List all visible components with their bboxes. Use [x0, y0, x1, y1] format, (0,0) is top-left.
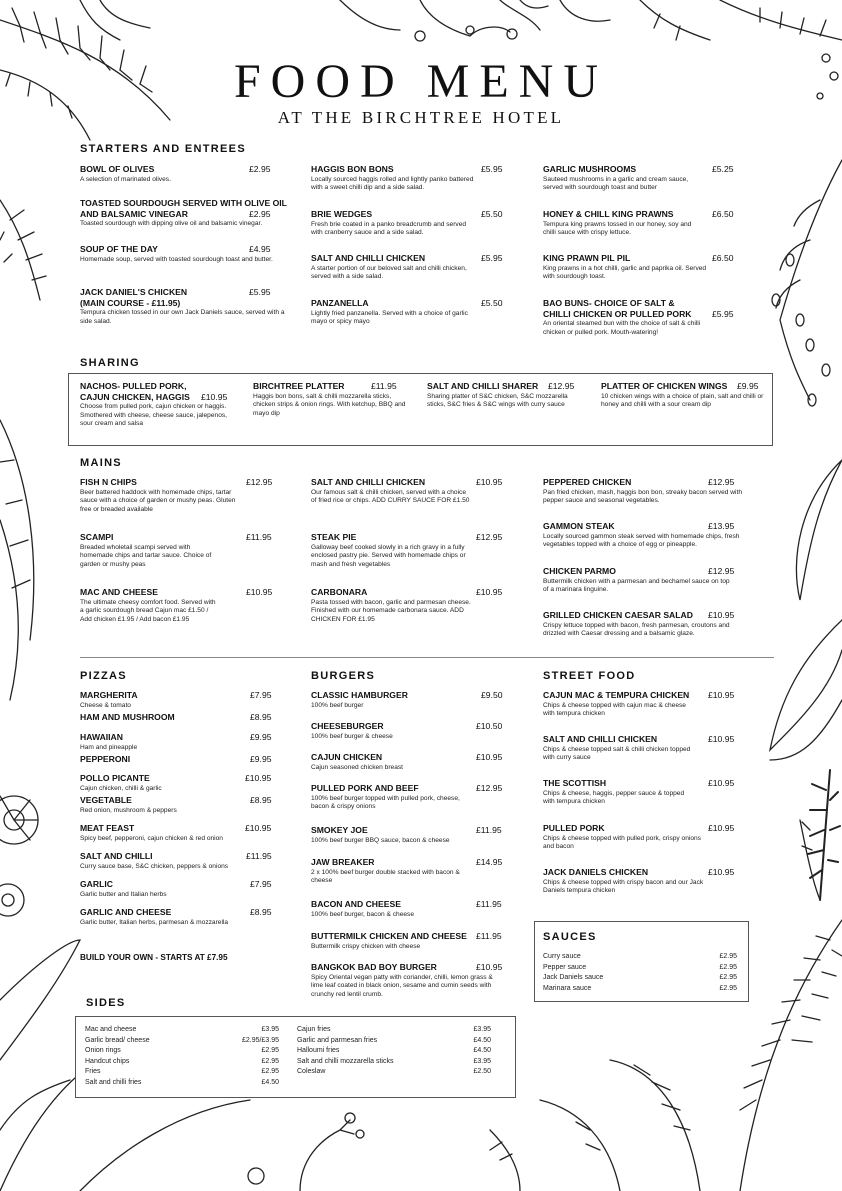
- side-name: Mac and cheese: [85, 1026, 137, 1033]
- sauce-name: Marinara sauce: [543, 984, 592, 992]
- sauce-name: Curry sauce: [543, 953, 581, 960]
- pizza-item: [80, 754, 276, 773]
- item-description: Breaded wholetail scampi served with homemade chips and tartar sauce. Choice of garden or mushy peas: [80, 543, 212, 568]
- item-name: BACON AND CHEESE: [311, 899, 401, 909]
- item-price: £4.95: [249, 244, 271, 254]
- item-description: Fresh brie coated in a panko breadcrumb and served with cranberry sauce and a side salad.: [311, 220, 467, 237]
- item-name: SALT AND CHILLI CHICKEN: [311, 477, 426, 487]
- side-row: [85, 1057, 279, 1068]
- side-name: Fries: [85, 1068, 101, 1076]
- item-description: Chips & cheese topped with pulled pork, crispy onions and bacon: [543, 834, 701, 851]
- item-description: Pan fried chicken, mash, haggis bon bon, streaky bacon served with pepper sauce and seasonal vegetables.: [543, 488, 743, 505]
- item-price: £9.95: [250, 754, 272, 764]
- item-price: £10.95: [476, 587, 503, 597]
- item-price: £2.95: [249, 209, 271, 219]
- item-price: £10.95: [708, 734, 735, 744]
- item-name: THE SCOTTISH: [543, 778, 607, 788]
- item-name: STEAK PIE: [311, 532, 357, 542]
- item-description: Cheese & tomato: [80, 701, 131, 709]
- item-description: 100% beef burger BBQ sauce, bacon & cheese: [311, 836, 450, 844]
- menu-item: [543, 298, 737, 337]
- sauce-price: £2.95: [719, 953, 737, 960]
- side-row: [85, 1067, 279, 1078]
- item-description: Lightly fried panzanella. Served with a choice of garlic mayo or spicy mayo: [311, 309, 468, 326]
- item-name: SMOKEY JOE: [311, 825, 368, 835]
- item-name: SALT AND CHILLI CHICKEN: [311, 253, 426, 263]
- side-row: [297, 1025, 491, 1036]
- item-description: Buttermilk chicken with a parmesan and bechamel sauce on top of a marinara linguine.: [543, 577, 730, 594]
- item-description: Haggis bon bons, salt & chilli mozzarella sticks, chicken strips & onion rings. With ketchup, BBQ and mayo dip: [253, 392, 406, 417]
- item-description: Crispy lettuce topped with bacon, fresh parmesan, croutons and drizzled with Caesar dressing and a balsamic glaze.: [543, 621, 730, 638]
- item-price: £12.95: [708, 566, 735, 576]
- item-price: £8.95: [250, 907, 272, 917]
- item-name: BRIE WEDGES: [311, 209, 373, 219]
- item-name: CHEESEBURGER: [311, 721, 384, 731]
- item-description: Galloway beef cooked slowly in a rich gravy in a fully enclosed pastry pie. Served with homemade chips or mash and fresh vegetables: [311, 543, 466, 568]
- item-description: Red onion, mushroom & peppers: [80, 806, 177, 814]
- menu-item: [80, 587, 290, 624]
- item-price: £10.95: [476, 477, 503, 487]
- sharing-heading: SHARING: [80, 357, 140, 369]
- side-price: £2.95: [261, 1068, 279, 1076]
- burger-item: [311, 857, 511, 899]
- item-description: Chips & cheese topped with cajun mac & cheese with tempura chicken: [543, 701, 686, 718]
- menu-item: [543, 253, 737, 282]
- item-price: £10.95: [708, 690, 735, 700]
- item-name: SALT AND CHILLI CHICKEN: [543, 734, 658, 744]
- item-description: Pasta tossed with bacon, garlic and parmesan cheese. Finished with our homemade carbonara sauce. ADD CHICKEN FOR £1.95: [311, 598, 471, 623]
- item-description: Garlic butter and Italian herbs: [80, 890, 167, 898]
- menu-item: [311, 587, 509, 624]
- side-price: £4.50: [473, 1036, 491, 1044]
- item-price: £10.95: [708, 610, 735, 620]
- menu-item: [311, 164, 509, 193]
- item-price: £9.95: [737, 381, 759, 391]
- item-name: CARBONARA: [311, 587, 368, 597]
- menu-item: [427, 381, 587, 410]
- item-price: £9.95: [250, 732, 272, 742]
- menu-item: [543, 566, 743, 595]
- item-price: £10.95: [476, 752, 503, 762]
- menu-item: [311, 298, 509, 327]
- item-price: £11.95: [476, 931, 502, 941]
- item-name: GRILLED CHICKEN CAESAR SALAD: [543, 610, 693, 620]
- item-price: £7.95: [250, 690, 272, 700]
- item-price: £11.95: [476, 899, 502, 909]
- item-name: MARGHERITA: [80, 690, 138, 700]
- item-name: JACK DANIEL'S CHICKEN (MAIN COURSE - £11.95): [80, 287, 188, 308]
- pizza-item: [80, 879, 276, 907]
- item-price: £13.95: [708, 521, 735, 531]
- menu-item: [80, 381, 240, 429]
- sauce-row: [543, 963, 737, 974]
- side-price: £2.95: [261, 1047, 279, 1055]
- mains-heading: MAINS: [80, 457, 122, 469]
- street-food-item: [543, 690, 743, 734]
- side-row: [85, 1078, 279, 1089]
- item-description: Ham and pineapple: [80, 743, 138, 751]
- side-price: £3.95: [473, 1057, 491, 1065]
- burger-list: [311, 690, 511, 1002]
- street-food-item: [543, 823, 743, 867]
- sauce-price: £2.95: [719, 974, 737, 982]
- side-row: [85, 1036, 279, 1047]
- item-price: £12.95: [246, 477, 273, 487]
- sauce-name: Jack Daniels sauce: [543, 974, 604, 982]
- item-description: Sauteed mushrooms in a garlic and cream sauce, served with sourdough toast and butter: [543, 175, 689, 192]
- item-price: £5.95: [481, 253, 503, 263]
- item-name: BUTTERMILK CHICKEN AND CHEESE: [311, 931, 467, 941]
- menu-item: [253, 381, 418, 418]
- side-price: £2.50: [473, 1068, 491, 1076]
- menu-item: [543, 521, 748, 550]
- sides-table-right: [297, 1025, 491, 1078]
- street-food-heading: STREET FOOD: [543, 670, 636, 682]
- menu-item: [80, 244, 285, 264]
- burger-item: [311, 825, 511, 857]
- item-description: An oriental steamed bun with the choice of salt & chilli chicken or pulled pork. Mouth-watering!: [543, 320, 701, 336]
- item-price: £10.95: [245, 823, 272, 833]
- item-description: Curry sauce base, S&C chicken, peppers & onions: [80, 862, 229, 870]
- item-description: Garlic butter, Italian herbs, parmesan & mozzarella: [80, 918, 229, 926]
- sauce-row: [543, 973, 737, 984]
- menu-item: [311, 532, 509, 569]
- item-name: BOWL OF OLIVES: [80, 164, 155, 174]
- item-name: SCAMPI: [80, 532, 114, 542]
- item-description: Chips & cheese topped salt & chilli chicken topped with curry sauce: [543, 745, 691, 762]
- item-price: £8.95: [250, 795, 272, 805]
- sides-table-left: [85, 1025, 279, 1089]
- side-row: [297, 1036, 491, 1047]
- sides-heading: SIDES: [86, 997, 126, 1009]
- side-name: Cajun fries: [297, 1026, 331, 1033]
- item-name: HAM AND MUSHROOM: [80, 712, 175, 722]
- item-price: £5.50: [481, 298, 503, 308]
- item-price: £11.95: [476, 825, 502, 835]
- item-name: POLLO PICANTE: [80, 773, 150, 783]
- menu-item: [311, 209, 509, 238]
- side-row: [297, 1046, 491, 1057]
- item-description: Tempura chicken tossed in our own Jack Daniels sauce, served with a side salad.: [80, 309, 285, 325]
- section-divider: [80, 657, 774, 658]
- pizza-item: [80, 823, 276, 851]
- item-description: Spicy beef, pepperoni, cajun chicken & red onion: [80, 834, 223, 842]
- item-name: GARLIC MUSHROOMS: [543, 164, 637, 174]
- item-price: £12.95: [476, 783, 503, 793]
- item-price: £11.95: [371, 381, 397, 391]
- item-price: £2.95: [249, 164, 271, 174]
- street-food-item: [543, 867, 743, 907]
- item-price: £5.95: [249, 287, 271, 297]
- menu-item: [80, 477, 275, 514]
- item-description: 100% beef burger topped with pulled pork, cheese, bacon & crispy onions: [311, 794, 460, 811]
- burger-item: [311, 690, 511, 721]
- item-description: Spicy Oriental vegan patty with coriander, chilli, lemon grass & lime leaf coated in black onion, sesame and cumin seeds with crunchy red lentil crumb.: [311, 973, 493, 998]
- item-name: HAWAIIAN: [80, 732, 123, 742]
- pizza-item: [80, 690, 276, 712]
- item-name: VEGETABLE: [80, 795, 132, 805]
- item-price: £8.95: [250, 712, 272, 722]
- sauces-heading: SAUCES: [543, 931, 597, 943]
- item-description: 10 chicken wings with a choice of plain, salt and chilli or honey and chilli with a sour cream dip: [601, 392, 764, 409]
- side-name: Salt and chilli mozzarella sticks: [297, 1057, 394, 1065]
- menu-item: [80, 198, 292, 229]
- side-price: £4.50: [473, 1047, 491, 1055]
- pizza-item: [80, 907, 276, 935]
- burger-item: [311, 752, 511, 783]
- item-price: £10.95: [476, 962, 503, 972]
- item-description: Cajun chicken, chilli & garlic: [80, 784, 162, 792]
- item-price: £5.95: [712, 309, 734, 319]
- item-description: 100% beef burger: [311, 701, 364, 709]
- side-price: £4.50: [261, 1078, 279, 1086]
- burger-item: [311, 962, 511, 1002]
- item-description: 100% beef burger & cheese: [311, 732, 393, 740]
- item-price: £11.95: [246, 851, 272, 861]
- item-name: SOUP OF THE DAY: [80, 244, 158, 254]
- item-price: £5.95: [481, 164, 503, 174]
- side-name: Handcut chips: [85, 1057, 130, 1065]
- burgers-heading: BURGERS: [311, 670, 376, 682]
- side-name: Halloumi fries: [297, 1047, 340, 1055]
- item-name: JACK DANIELS CHICKEN: [543, 867, 649, 877]
- menu-title: FOOD MENU: [233, 55, 608, 108]
- burger-item: [311, 721, 511, 752]
- item-price: £5.25: [712, 164, 734, 174]
- side-name: Coleslaw: [297, 1068, 326, 1076]
- item-description: Locally sourced gammon steak served with homemade chips, fresh vegetables topped with a choice of egg or pineapple.: [543, 532, 740, 549]
- item-price: £12.95: [708, 477, 735, 487]
- item-price: £14.95: [476, 857, 503, 867]
- item-description: Tempura king prawns tossed in our honey, soy and chilli sauce with crispy lettuce.: [543, 220, 692, 237]
- item-description: A starter portion of our beloved salt and chilli chicken, served with a side salad.: [311, 264, 467, 281]
- menu-item: [80, 164, 276, 184]
- item-description: 2 x 100% beef burger double stacked with bacon & cheese: [311, 868, 460, 885]
- burger-item: [311, 783, 511, 825]
- menu-item: [543, 477, 743, 506]
- item-price: £6.50: [712, 253, 734, 263]
- sauce-price: £2.95: [719, 963, 737, 971]
- item-name: PEPPERED CHICKEN: [543, 477, 632, 487]
- item-name: FISH N CHIPS: [80, 477, 137, 487]
- pizza-list: [80, 690, 276, 935]
- item-name: PEPPERONI: [80, 754, 131, 764]
- item-description: Homemade soup, served with toasted sourdough toast and butter.: [80, 255, 273, 263]
- menu-item: [80, 287, 292, 326]
- sauce-price: £2.95: [719, 984, 737, 992]
- item-description: Locally sourced haggis rolled and lightly panko battered with a sweet chilli dip and a side salad.: [311, 175, 474, 192]
- pizzas-heading: PIZZAS: [80, 670, 127, 682]
- item-name: JAW BREAKER: [311, 857, 375, 867]
- item-price: £10.95: [708, 823, 735, 833]
- menu-item: [311, 253, 509, 282]
- item-description: The ultimate cheesy comfort food. Served with a garlic sourdough bread Cajun mac £1.50 / Add chicken £1.95 / Add bacon £1.95: [80, 598, 216, 623]
- pizza-item: [80, 773, 276, 795]
- item-price: £11.95: [246, 532, 272, 542]
- side-name: Garlic bread/ cheese: [85, 1036, 150, 1044]
- item-description: Buttermilk crispy chicken with cheese: [311, 942, 421, 950]
- item-name: CHICKEN PARMO: [543, 566, 616, 576]
- menu-item: [543, 164, 737, 193]
- street-food-list: [543, 690, 743, 907]
- item-description: Our famous salt & chilli chicken, served with a choice of fried rice or chips. ADD CURRY SAUCE FOR £1.50: [311, 488, 470, 505]
- pizza-item: [80, 712, 276, 732]
- burger-item: [311, 899, 511, 931]
- item-name: CAJUN CHICKEN: [311, 752, 383, 762]
- item-description: King prawns in a hot chilli, garlic and paprika oil. Served with sourdough toast.: [543, 264, 707, 281]
- item-price: £12.95: [548, 381, 575, 391]
- item-name: CAJUN MAC & TEMPURA CHICKEN: [543, 690, 690, 700]
- side-row: [85, 1025, 279, 1036]
- pizza-item: [80, 732, 276, 754]
- menu-item: [80, 532, 275, 569]
- item-name: PANZANELLA: [311, 298, 369, 308]
- item-name: PLATTER OF CHICKEN WINGS: [601, 381, 728, 391]
- pizza-item: [80, 795, 276, 823]
- item-name: SALT AND CHILLI: [80, 851, 153, 861]
- burger-item: [311, 931, 511, 962]
- side-price: £3.95: [261, 1026, 279, 1033]
- item-price: £10.50: [476, 721, 503, 731]
- item-price: £5.50: [481, 209, 503, 219]
- item-name: BANGKOK BAD BOY BURGER: [311, 962, 437, 972]
- side-price: £2.95: [261, 1057, 279, 1065]
- street-food-item: [543, 778, 743, 823]
- build-your-own: BUILD YOUR OWN - STARTS AT £7.95: [80, 953, 228, 962]
- menu-item: [311, 477, 509, 506]
- item-description: Choose from pulled pork, cajun chicken or haggis. Smothered with cheese, cheese sauce, jalepenos, sour cream and salsa: [80, 403, 227, 428]
- street-food-item: [543, 734, 743, 778]
- menu-item: [601, 381, 766, 410]
- item-name: MEAT FEAST: [80, 823, 135, 833]
- item-description: Chips & cheese, haggis, pepper sauce & topped with tempura chicken: [543, 789, 685, 806]
- item-name: HONEY & CHILL KING PRAWNS: [543, 209, 674, 219]
- starters-heading: STARTERS AND ENTREES: [80, 143, 246, 155]
- side-name: Salt and chilli fries: [85, 1078, 142, 1086]
- item-name: MAC AND CHEESE: [80, 587, 158, 597]
- menu-item: [543, 209, 737, 238]
- item-name: HAGGIS BON BONS: [311, 164, 394, 174]
- side-name: Onion rings: [85, 1047, 121, 1055]
- item-price: £10.95: [201, 392, 228, 402]
- side-row: [85, 1046, 279, 1057]
- item-price: £7.95: [250, 879, 272, 889]
- item-name: TOASTED SOURDOUGH SERVED WITH OLIVE OIL AND BALSAMIC VINEGAR: [80, 198, 287, 219]
- item-name: BAO BUNS- CHOICE OF SALT & CHILLI CHICKEN OR PULLED PORK: [543, 298, 692, 319]
- item-name: PULLED PORK AND BEEF: [311, 783, 419, 793]
- item-description: Chips & cheese topped with crispy bacon and our Jack Daniels tempura chicken: [543, 878, 704, 895]
- item-description: Toasted sourdough with dipping olive oil and balsamic vinegar.: [80, 220, 263, 227]
- item-description: A selection of marinated olives.: [80, 175, 171, 183]
- item-description: Cajun seasoned chicken breast: [311, 763, 404, 771]
- item-price: £10.95: [246, 587, 273, 597]
- side-row: [297, 1057, 491, 1068]
- item-description: Sharing platter of S&C chicken, S&C mozzarella sticks, S&C fries & S&C wings with curry sauce: [427, 392, 568, 409]
- item-name: KING PRAWN PIL PIL: [543, 253, 631, 263]
- pizza-item: [80, 851, 276, 879]
- item-name: GARLIC: [80, 879, 113, 889]
- item-price: £9.50: [481, 690, 503, 700]
- item-price: £12.95: [476, 532, 503, 542]
- item-price: £10.95: [245, 773, 272, 783]
- item-name: BIRCHTREE PLATTER: [253, 381, 345, 391]
- sauces-table: [543, 952, 737, 994]
- menu-item: [543, 610, 743, 639]
- item-price: £10.95: [708, 778, 735, 788]
- item-description: Beer battered haddock with homemade chips, tartar sauce with a choice of garden or mushy peas. Gluten free or breaded available: [80, 488, 236, 513]
- side-price: £3.95: [473, 1026, 491, 1033]
- item-name: CLASSIC HAMBURGER: [311, 690, 408, 700]
- item-name: NACHOS- PULLED PORK, CAJUN CHICKEN, HAGGIS: [80, 381, 190, 402]
- item-name: GAMMON STEAK: [543, 521, 615, 531]
- sauce-row: [543, 984, 737, 995]
- item-price: £6.50: [712, 209, 734, 219]
- sauce-name: Pepper sauce: [543, 963, 587, 971]
- side-row: [297, 1067, 491, 1078]
- item-name: GARLIC AND CHEESE: [80, 907, 172, 917]
- side-price: £2.95/£3.95: [242, 1036, 279, 1044]
- hotel-subtitle: AT THE BIRCHTREE HOTEL: [277, 108, 565, 127]
- item-name: PULLED PORK: [543, 823, 605, 833]
- sauce-row: [543, 952, 737, 963]
- item-price: £10.95: [708, 867, 735, 877]
- item-description: 100% beef burger, bacon & cheese: [311, 910, 415, 918]
- side-name: Garlic and parmesan fries: [297, 1036, 378, 1044]
- item-name: SALT AND CHILLI SHARER: [427, 381, 539, 391]
